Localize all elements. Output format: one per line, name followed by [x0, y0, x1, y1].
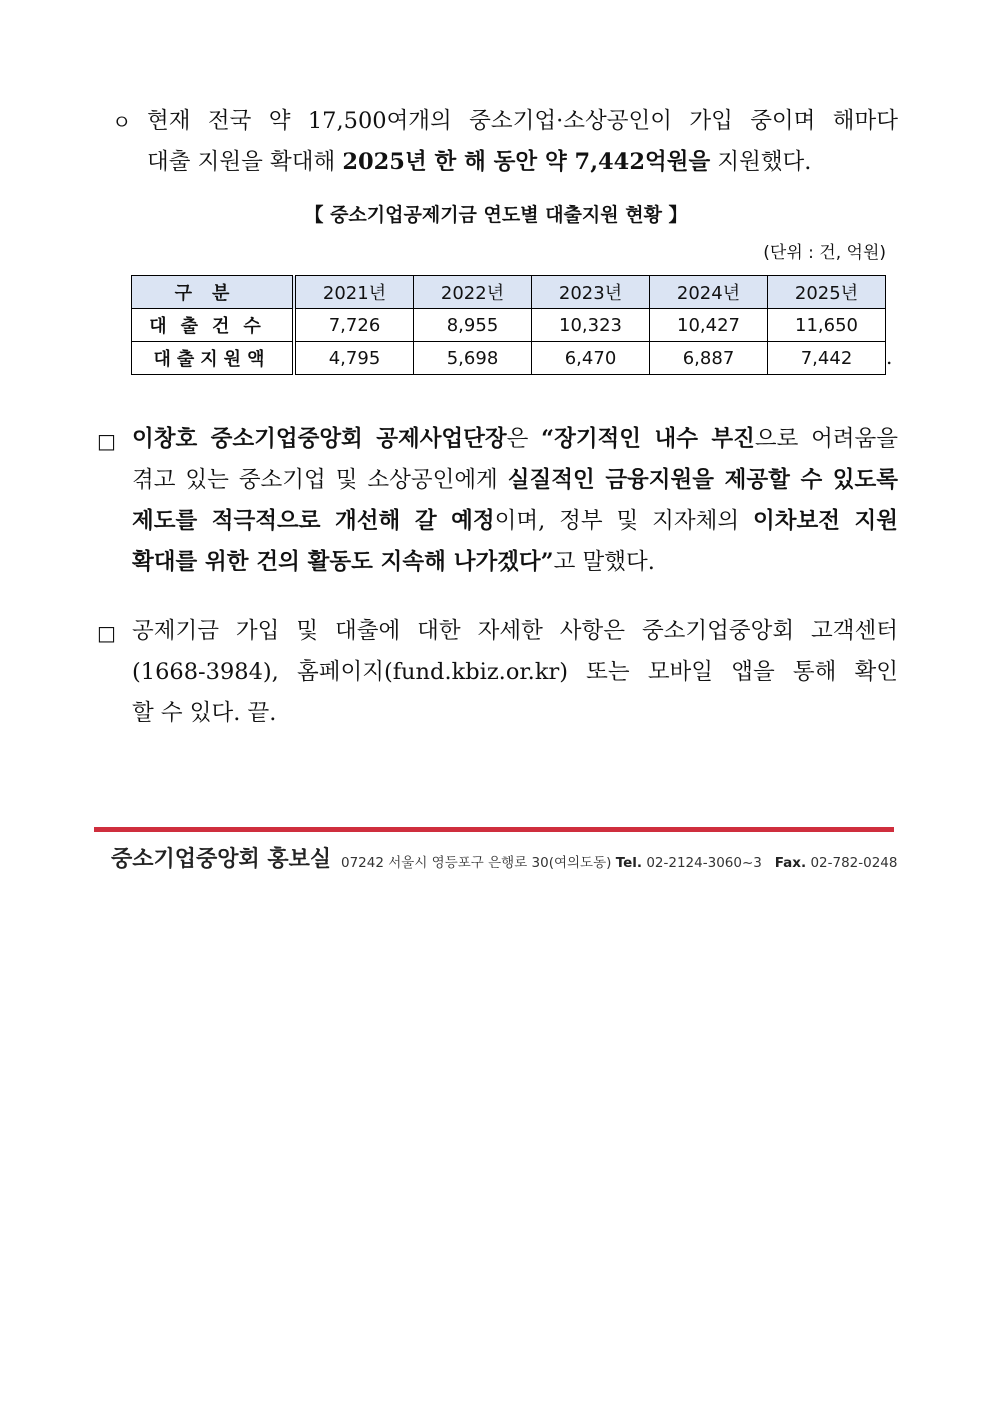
contact-bullet: □ — [97, 621, 116, 645]
table-unit: (단위 : 건, 억원) — [763, 243, 886, 263]
intro-line-1: 현재 전국 약 17,500여개의 중소기업·소상공인이 가입 중이며 해마다 — [147, 108, 898, 134]
table-cell: 11,650 — [768, 309, 886, 342]
table-cell: 6,887 — [650, 342, 768, 375]
intro-bullet: ㅇ — [112, 110, 132, 134]
footer-fax-label: Fax. — [774, 855, 807, 871]
table-row-header: 대출건수 — [132, 309, 295, 342]
contact-line-2: (1668-3984), 홈페이지(fund.kbiz.or.kr) 또는 모바일 앱을 통해 확인 — [132, 659, 898, 685]
quote-line-1: 이창호 중소기업중앙회 공제사업단장은 “장기적인 내수 부진으로 어려움을 — [132, 426, 899, 452]
intro-highlight: 2025년 한 해 동안 약 7,442억원을 — [342, 149, 711, 175]
quote-line-2: 겪고 있는 중소기업 및 소상공인에게 실질적인 금융지원을 제공할 수 있도록 — [132, 467, 899, 493]
table-corner-cell: 구분 — [132, 276, 295, 309]
intro-line-2: 대출 지원을 확대해 2025년 한 해 동안 약 7,442억원을 지원했다. — [147, 149, 812, 175]
table-col-header: 2022년 — [414, 276, 532, 309]
quote-line-4: 확대를 위한 건의 활동도 지속해 나가겠다”고 말했다. — [132, 549, 655, 575]
table-col-header: 2021년 — [294, 276, 414, 309]
quote-bullet: □ — [97, 429, 116, 453]
table-cell: 6,470 — [532, 342, 650, 375]
footer-fax: 02-782-0248 — [810, 855, 898, 871]
contact-line-1: 공제기금 가입 및 대출에 대한 자세한 사항은 중소기업중앙회 고객센터 — [132, 618, 898, 644]
footer-contact-info — [341, 851, 897, 871]
table-cell: 10,323 — [532, 309, 650, 342]
contact-line-3: 할 수 있다. 끝. — [132, 700, 277, 726]
table-cell: 8,955 — [414, 309, 532, 342]
footer-divider — [94, 827, 894, 832]
quote-paragraph — [132, 419, 898, 583]
footer-tel-label: Tel. — [615, 855, 643, 871]
table-row-header: 대출지원액 — [132, 342, 295, 375]
table-col-header: 2025년 — [768, 276, 886, 309]
table-header-row — [132, 276, 886, 309]
footer-address: 07242 서울시 영등포구 은행로 30(여의도동) — [341, 855, 612, 871]
table-col-header: 2023년 — [532, 276, 650, 309]
table-row — [132, 342, 886, 375]
intro-paragraph — [147, 101, 898, 183]
table-col-header: 2024년 — [650, 276, 768, 309]
table-cell: 10,427 — [650, 309, 768, 342]
table-cell: 7,442 — [768, 342, 886, 375]
table-cell: 7,726 — [294, 309, 414, 342]
table-trailing-mark: . — [886, 345, 893, 369]
footer-tel: 02-2124-3060~3 — [646, 855, 762, 871]
contact-paragraph — [132, 611, 898, 734]
table-row — [132, 309, 886, 342]
footer-organization: 중소기업중앙회 홍보실 — [111, 847, 332, 872]
table-title: 【 중소기업공제기금 연도별 대출지원 현황 】 — [304, 204, 688, 226]
loan-support-table — [131, 275, 886, 375]
quote-line-3: 제도를 적극적으로 개선해 갈 예정이며, 정부 및 지자체의 이차보전 지원 — [132, 508, 898, 534]
table-cell: 5,698 — [414, 342, 532, 375]
table-cell: 4,795 — [294, 342, 414, 375]
